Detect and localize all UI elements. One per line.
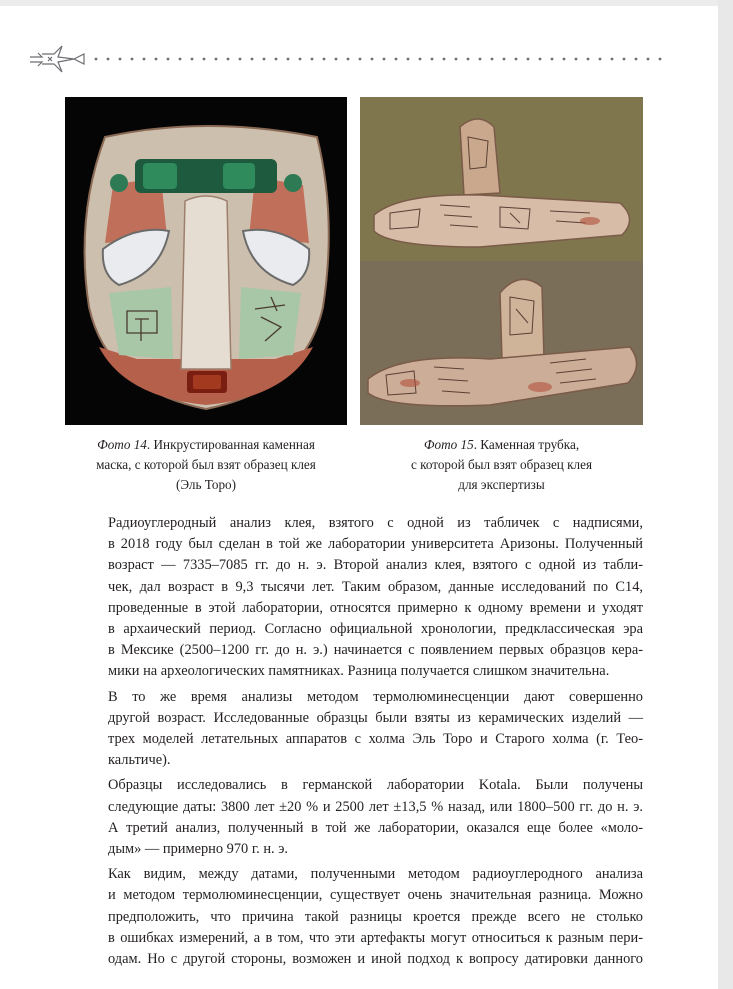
photo-15-label: Фото 15	[423, 437, 474, 452]
photo-14-caption	[65, 435, 347, 495]
adjacent-page-edge	[718, 0, 733, 989]
photo-14-caption-line-2: маска, с которой был взят образец клея	[96, 457, 316, 472]
photo-stone-pipe	[360, 97, 643, 425]
photo-stone-mask	[65, 97, 347, 425]
text-line: в 2018 году был сделан в той же лаборатории университета Аризоны. Полученный	[108, 536, 643, 553]
header-ornament	[28, 44, 668, 74]
text-line: следующие даты: 3800 лет ±20 % и 2500 лет ±13,5 % назад, или 1800–500 гг. до н. э.	[108, 798, 643, 815]
text-line: в Мексике (2500–1200 гг. до н. э.) начинается с появлением первых образцов кера-	[108, 642, 643, 659]
text-line: и методом термолюминесценции, существует очень значительная разница. Можно	[108, 887, 643, 904]
text-line: в архаический период. Согласно официальной хронологии, предклассическая эра	[108, 621, 643, 638]
photo-15-caption-line-3: для экспертизы	[458, 477, 545, 492]
book-page	[0, 6, 718, 989]
text-line: дым» — примерно 970 г. н. э.	[108, 841, 288, 858]
text-line: одам. Но с другой стороны, возможен и иной подход к вопросу датировки данного	[108, 951, 643, 968]
paragraph	[65, 775, 643, 860]
photo-14-caption-line-1: . Инкрустированная каменная	[146, 437, 315, 452]
text-line: Радиоуглеродный анализ клея, взятого с одной из табличек с надписями,	[108, 515, 643, 531]
photo-14-label: Фото 14	[97, 437, 147, 452]
text-line: чек, дал возраст в 9,3 тысячи лет. Таким образом, данные исследований по С14,	[108, 578, 643, 595]
text-line: возраст — 7335–7085 гг. до н. э. Второй анализ клея, взятого с одной из табли-	[108, 557, 643, 574]
text-line: предположить, что причина такой разницы кроется прежде всего не столько	[108, 908, 643, 925]
text-line: Образцы исследовались в германской лаборатории Kotala. Были получены	[108, 777, 643, 794]
text-line: в ошибках измерений, а в том, что эти артефакты могут относиться к разным пери-	[108, 929, 643, 946]
text-line: А третий анализ, полученный в той же лаборатории, оказался еще более «моло-	[108, 819, 643, 836]
text-line: мики на археологических памятниках. Разница получается слишком значительна.	[108, 663, 610, 680]
paragraph	[65, 513, 643, 683]
photo-15-caption-line-1: . Каменная трубка,	[473, 437, 580, 452]
text-line: трех моделей летательных аппаратов с холма Эль Торо и Старого холма (г. Тео-	[108, 731, 643, 748]
text-line: В то же время анализы методом термолюминесценции дают совершенно	[108, 688, 643, 705]
paragraph	[65, 864, 643, 970]
text-line: кальтиче).	[108, 752, 171, 769]
photo-15-caption-line-2: с которой был взят образец клея	[410, 457, 593, 472]
text-line: Как видим, между датами, полученными методом радиоуглеродного анализа	[108, 866, 643, 883]
text-line: другой возраст. Исследованные образцы были взяты из керамических изделий —	[108, 709, 643, 726]
photo-15-caption	[360, 435, 643, 495]
paragraph	[65, 687, 643, 772]
photo-14-caption-line-3: (Эль Торо)	[175, 477, 237, 492]
body-text	[65, 513, 643, 974]
text-line: проведенные в этой лаборатории, относятся примерно к одному времени и уходят	[108, 599, 643, 616]
